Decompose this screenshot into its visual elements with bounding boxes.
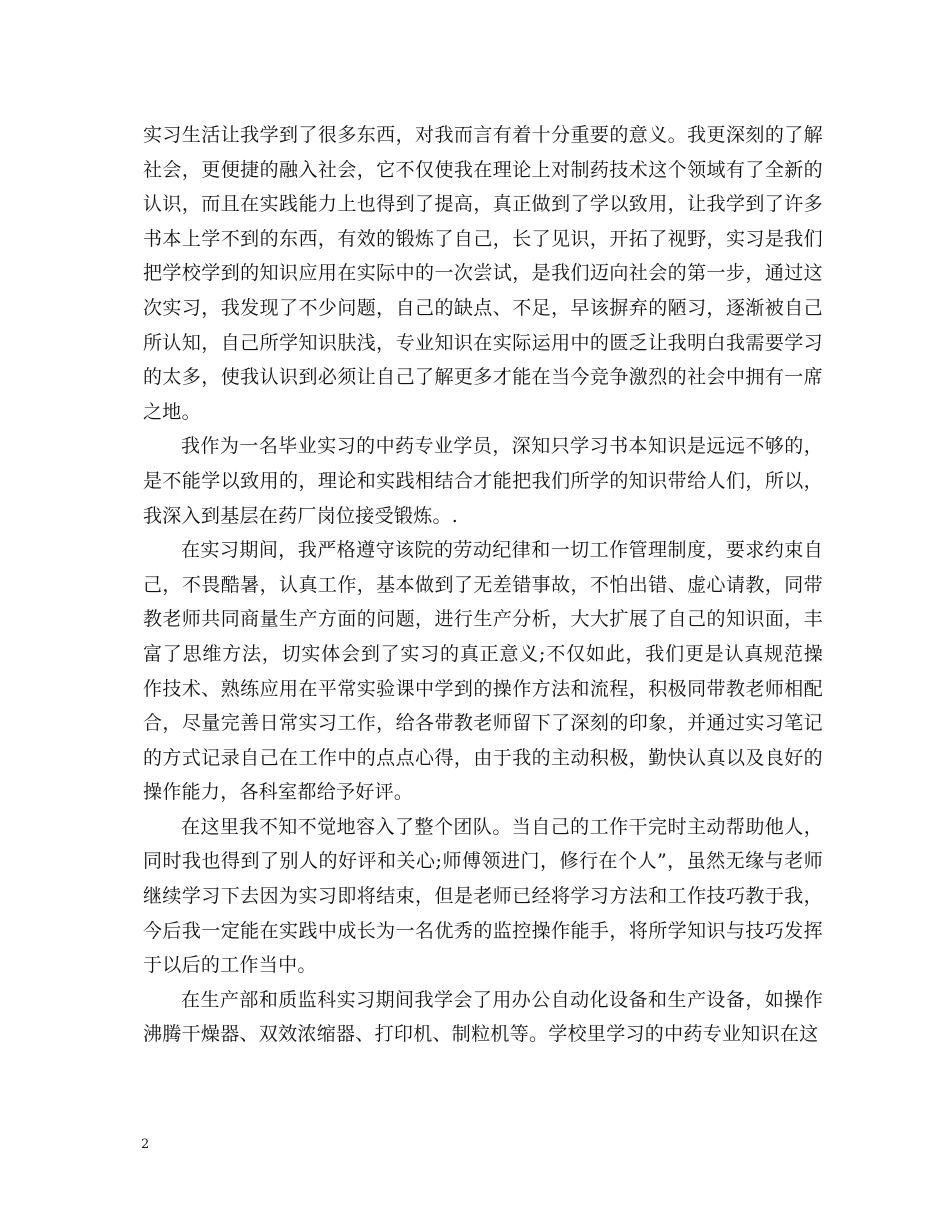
- paragraph-2: 我作为一名毕业实习的中药专业学员，深知只学习书本知识是远远不够的，是不能学以致用的，理论和实践相结合才能把我们所学的知识带给人们，所以，我深入到基层在药厂岗位接受锻炼。.: [143, 435, 823, 527]
- paragraph-5: 在生产部和质监科实习期间我学会了用办公自动化设备和生产设备，如操作沸腾干燥器、双效浓缩器、打印机、制粒机等。学校里学习的中药专业知识在这: [143, 988, 823, 1046]
- page-number: 2: [141, 1137, 150, 1152]
- paragraph-4: 在这里我不知不觉地容入了整个团队。当自己的工作干完时主动帮助他人，同时我也得到了别人的好评和关心;师傅领进门，修行在个人”，虽然无缘与老师继续学习下去因为实习即将结束，但是老师已经将学习方法和工作技巧教于我，今后我一定能在实践中成长为一名优秀的监控操作能手，将所学知识与技巧发挥于以后的工作当中。: [143, 815, 823, 977]
- paragraph-1: 实习生活让我学到了很多东西，对我而言有着十分重要的意义。我更深刻的了解社会，更便捷的融入社会，它不仅使我在理论上对制药技术这个领域有了全新的认识，而且在实践能力上也得到了提高，真正做到了学以致用，让我学到了许多书本上学不到的东西，有效的锻炼了自己，长了见识，开拓了视野，实习是我们把学校学到的知识应用在实际中的一次尝试，是我们迈向社会的第一步，通过这次实习，我发现了不少问题，自己的缺点、不足，早该摒弃的陋习，逐渐被自己所认知，自己所学知识肤浅，专业知识在实际运用中的匮乏让我明白我需要学习的太多，使我认识到必须让自己了解更多才能在当今竞争激烈的社会中拥有一席之地。: [143, 124, 823, 423]
- body-text: [143, 118, 823, 1052]
- paragraph-3: 在实习期间，我严格遵守该院的劳动纪律和一切工作管理制度，要求约束自己，不畏酷暑，认真工作，基本做到了无差错事故，不怕出错、虚心请教，同带教老师共同商量生产方面的问题，进行生产分析，大大扩展了自己的知识面，丰富了思维方法，切实体会到了实习的真正意义;不仅如此，我们更是认真规范操作技术、熟练应用在平常实验课中学到的操作方法和流程，积极同带教老师相配合，尽量完善日常实习工作，给各带教老师留下了深刻的印象，并通过实习笔记的方式记录自己在工作中的点点心得，由于我的主动积极，勤快认真以及良好的操作能力，各科室都给予好评。: [143, 539, 823, 804]
